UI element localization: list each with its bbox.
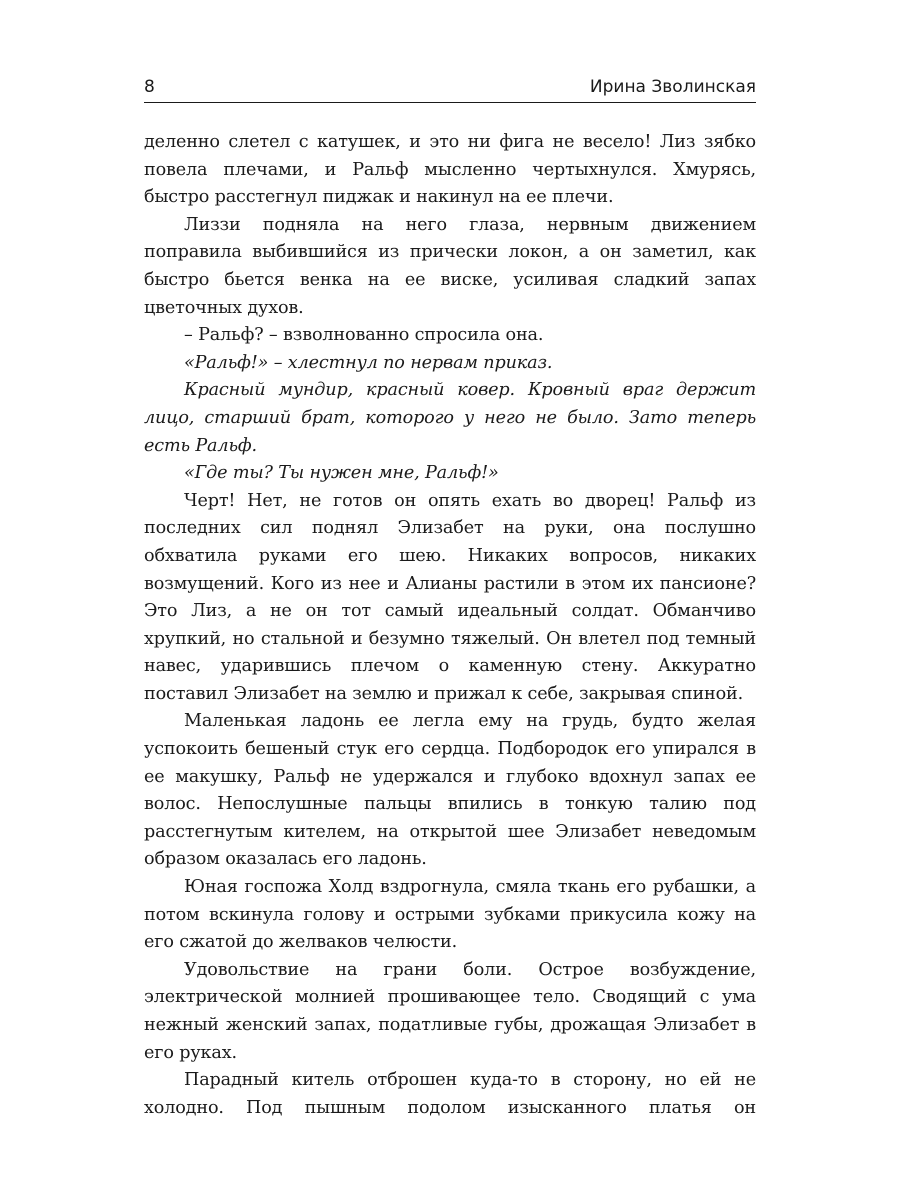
paragraph: Юная госпожа Холд вздрогнула, смяла ткань его рубашки, а потом вскинула голову и острыми зубками прикусила кожу на его сжатой до желваков челюсти.	[144, 877, 756, 953]
italic-paragraph: Красный мундир, красный ковер. Кровный враг держит лицо, старший брат, которого у него не было. Зато теперь есть Ральф.	[144, 380, 756, 456]
paragraph: Маленькая ладонь ее легла ему на грудь, будто желая успокоить бешеный стук его сердца. Подбородок его упирался в ее макушку, Ральф не удержался и глубоко вдохнул запах ее волос. Непослушные пальцы впились в тонкую талию под расстегнутым кителем, на открытой шее Элизабет неведомым образом оказалась его ладонь.	[144, 711, 756, 870]
paragraph: Лиззи подняла на него глаза, нервным движением поправила выбившийся из прически локон, а он заметил, как быстро бьется венка на ее виске, усиливая сладкий запах цветочных духов.	[144, 214, 756, 318]
italic-line: «Где ты? Ты нужен мне, Ральф!»	[184, 463, 499, 484]
italic-line: «Ральф!» – хлестнул по нервам приказ.	[184, 352, 553, 373]
paragraph: Парадный китель отброшен куда-то в сторону, но ей не холодно. Под пышным подолом изысканного платья он	[144, 1070, 756, 1118]
paragraph: Удовольствие на грани боли. Острое возбуждение, электрической молнией прошивающее тело. Сводящий с ума нежный женский запах, податливые губы, дрожащая Элизабет в его руках.	[144, 959, 756, 1063]
page-number: 8	[144, 77, 155, 97]
running-header	[144, 72, 756, 103]
author-name: Ирина Зволинская	[589, 77, 756, 97]
paragraph: деленно слетел с катушек, и это ни фига не весело! Лиз зябко повела плечами, и Ральф мысленно чертыхнулся. Хмурясь, быстро расстегнул пиджак и накинул на ее плечи.	[144, 132, 756, 208]
body-text	[144, 129, 756, 1122]
book-page	[144, 72, 756, 1122]
dialogue-line: – Ральф? – взволнованно спросила она.	[184, 325, 544, 346]
paragraph: Черт! Нет, не готов он опять ехать во дворец! Ральф из последних сил поднял Элизабет на руки, она послушно обхватила руками его шею. Никаких вопросов, никаких возмущений. Кого из нее и Алианы растили в этом их пансионе? Это Лиз, а не он тот самый идеальный солдат. Обманчиво хрупкий, но стальной и безумно тяжелый. Он влетел под темный навес, ударившись плечом о каменную стену. Аккуратно поставил Элизабет на землю и прижал к себе, закрывая спиной.	[144, 490, 756, 704]
